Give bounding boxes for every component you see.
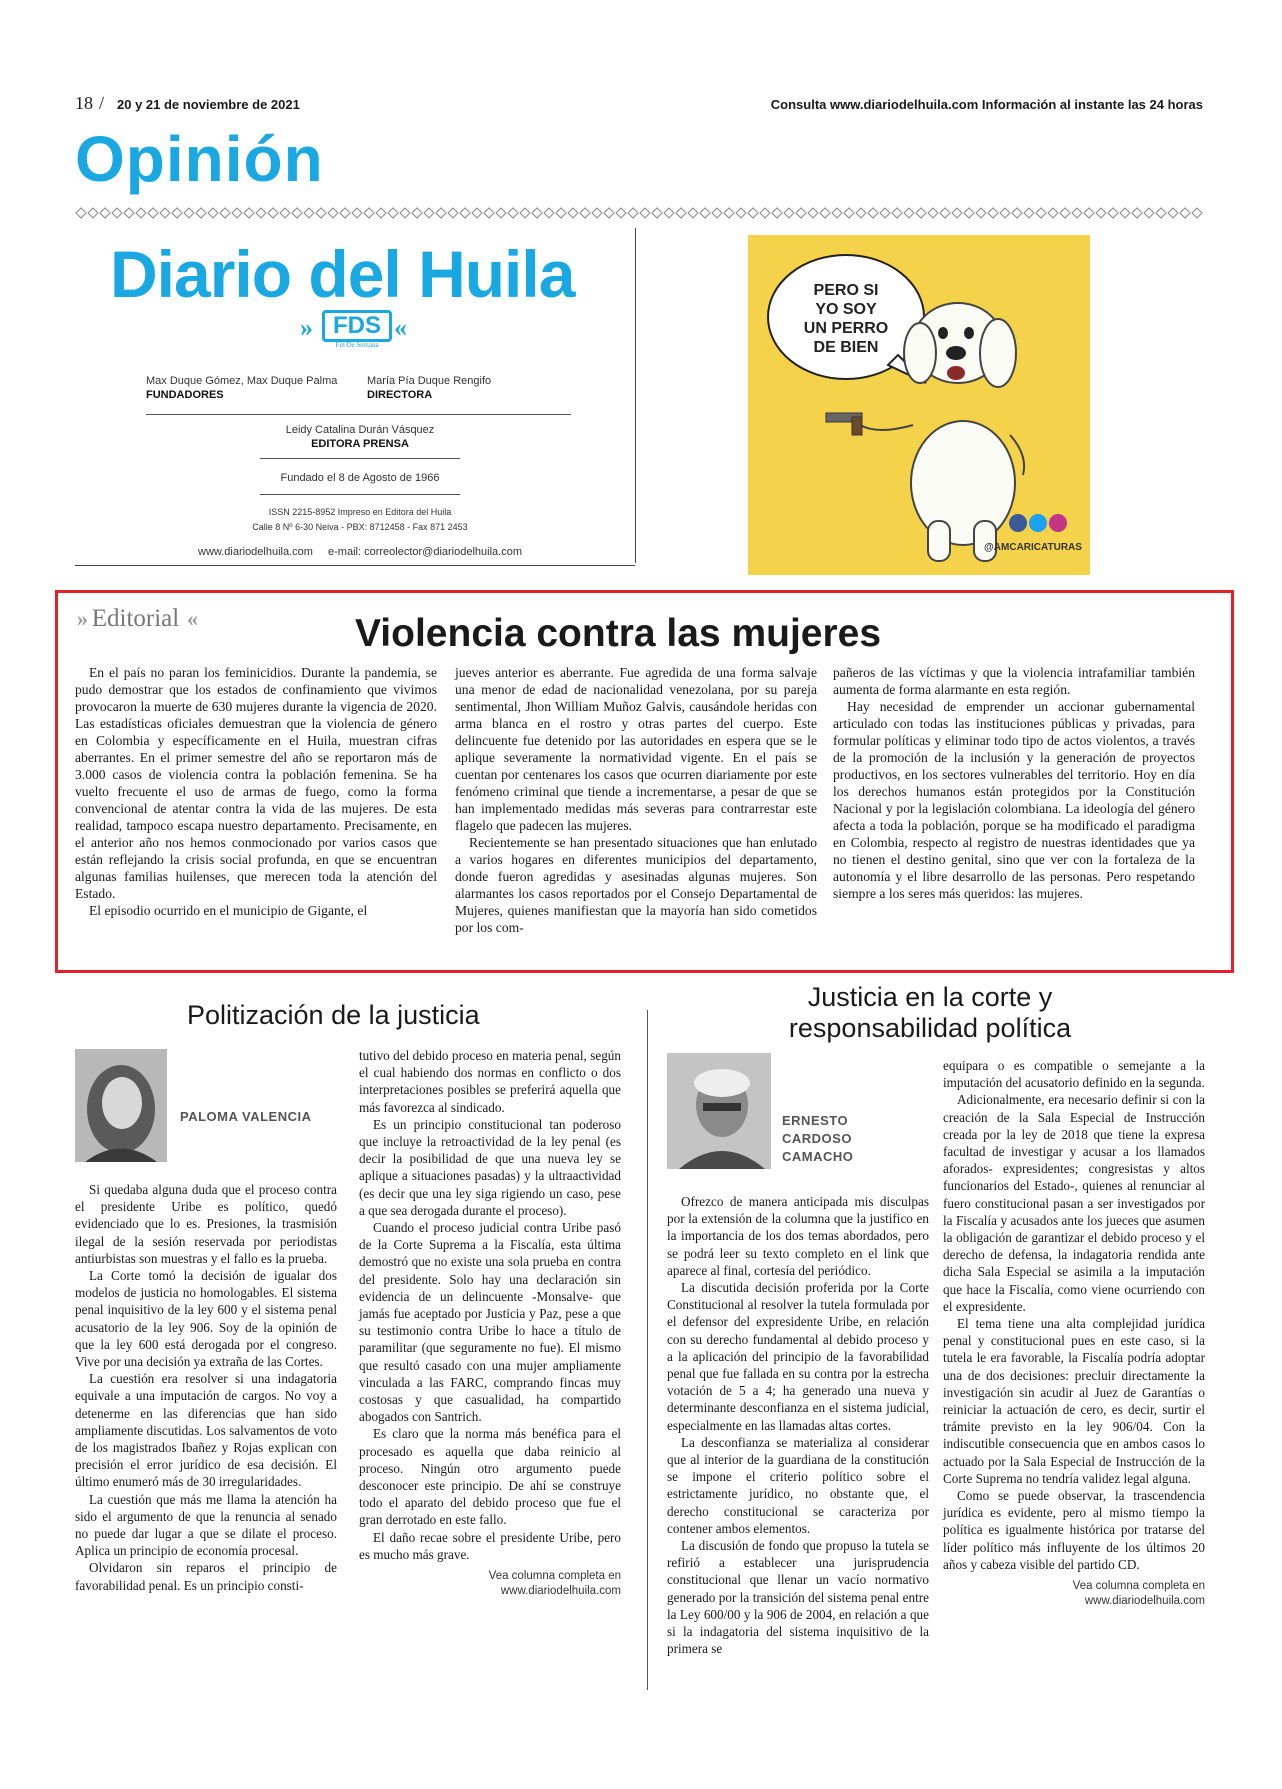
- paragraph: En el país no paran los feminicidios. Durante la pandemia, se pudo demostrar que los estados de confinamiento que vivimos provocaron la muerte de 630 mujeres durante la vigencia de 2020. Las estadísticas oficiales demuestran que la violencia de género en Colombia y específicamente en el Huila, muestran cifras aberrantes. En el primer semestre del año se reportaron más de 3.000 casos de violencia contra la población femenina. Se ha vuelto frecuente el uso de armas de fuego, como la forma convencional de atentar contra la vida de las mujeres. De esta realidad, tampoco escapa nuestro departamento. Precisamente, en el anterior año nos hemos conmocionado por varios casos que están reflejando la crisis social profunda, en que se encuentran algunas familias huilenses, que merecen toda la atención del Estado.: [75, 665, 437, 901]
- fds-tagline: Fin De Semana: [335, 341, 379, 349]
- diamond-ornament: [292, 208, 302, 218]
- paragraph: Es un principio constitucional tan poderoso que incluye la retroactividad de la ley penal (es decir la posibilidad de que una nueva ley se aplique a situaciones pasadas) y la ultraactividad (es decir que una ley siga rigiendo un caso, pese a que sea derogada durante el proceso).: [359, 1116, 621, 1218]
- diamond-ornament: [232, 208, 242, 218]
- diamond-ornament: [688, 208, 698, 218]
- diamond-ornament: [424, 208, 434, 218]
- diamond-ornament: [964, 208, 974, 218]
- diamond-ornament: [952, 208, 962, 218]
- diamond-ornament: [1096, 208, 1106, 218]
- masthead-divider: [635, 228, 636, 563]
- footnote-label: Vea columna completa en: [1072, 1580, 1205, 1593]
- paragraph: Ofrezco de manera anticipada mis disculpas por la extensión de la columna que la justifico en la importancia de los dos temas abordados, pero se podrá leer su texto completo en el link que aparece al final, cortesía del periódico.: [667, 1194, 929, 1278]
- masthead-rule: [146, 414, 571, 415]
- paragraph: La cuestión era resolver si una indagatoria equivale a una imputación de cargos. No voy a detenerme en las diferencias que han sido ampliamente discutidas. Los salvamentos de voto de los magistrados Ibañez y Rojas explican con precisión el error jurídico de esa decisión. El último enumeró más de 30 irregularidades.: [75, 1371, 337, 1490]
- diamond-ornament: [472, 208, 482, 218]
- diamond-ornament: [1084, 208, 1094, 218]
- column-divider: [647, 1010, 648, 1690]
- column-1-text-b: [359, 1047, 621, 1599]
- paragraph: Como se puede observar, la trascendencia jurídica es evidente, pero al mismo tiempo la política es igualmente histórica por tratarse del líder político más influyente de los últimos 20 años y cabeza visible del partido CD.: [943, 1488, 1205, 1572]
- paragraph: Adicionalmente, era necesario definir si con la creación de la Sala Especial de Instrucción creada por la ley de 2018 que tiene la expresa facultad de investigar y acusar a los llamados aforados- expresidentes; congresistas y altos funcionarios del Estado-, quienes al renunciar al fuero constitucional pasan a ser investigados por la Fiscalía y acusados ante los jueces que asumen la obligación de garantizar el debido proceso y el derecho de defensa, la indagatoria rendida ante dicha Sala Especial se asimila a la imputación que hace la Fiscalía, como viene ocurriendo con el expresidente.: [943, 1092, 1205, 1314]
- diamond-ornament: [1072, 208, 1082, 218]
- author-portrait-icon: [667, 1053, 771, 1169]
- diamond-ornament: [796, 208, 806, 218]
- diamond-ornament: [844, 208, 854, 218]
- diamond-ornament: [1156, 208, 1166, 218]
- diamond-ornament: [784, 208, 794, 218]
- issn-block: [200, 505, 520, 535]
- address: Calle 8 Nº 6-30 Neiva - PBX: 8712458 - Fax 871 2453: [252, 522, 468, 532]
- diamond-ornament: [640, 208, 650, 218]
- diamond-ornament: [1168, 208, 1178, 218]
- paragraph: Es claro que la norma más benéfica para el procesado es aquella que daba reinicio al proceso. Ningún otro argumento puede desconocer este principio. De ahí se construye todo el aparato del debido proceso que fue el gran derrotado en este fallo.: [359, 1426, 621, 1528]
- author-photo: [75, 1049, 167, 1162]
- speech-line-3: UN PERRO: [803, 320, 889, 337]
- diamond-ornament: [676, 208, 686, 218]
- speech-line-1: PERO SI: [813, 282, 879, 299]
- diamond-ornament: [916, 208, 926, 218]
- masthead-rule: [260, 458, 460, 459]
- cartoon: [748, 235, 1090, 575]
- page-header: [75, 93, 1203, 118]
- editor-name: Leidy Catalina Durán Vásquez: [285, 424, 435, 436]
- diamond-ornament: [928, 208, 938, 218]
- diamond-ornament: [460, 208, 470, 218]
- column-title: [680, 982, 1180, 1044]
- diamond-ornament: [580, 208, 590, 218]
- founders: [146, 375, 366, 401]
- paragraph: La desconfianza se materializa al considerar que al interior de la guardiana de la constitución se impone el criterio político sobre el estrictamente jurídico, no obstante que, el derecho constitucional se caracteriza por contener ambos elementos.: [667, 1434, 929, 1536]
- cartoon-illustration: [748, 235, 1090, 575]
- speech-line-2: YO SOY: [815, 301, 877, 318]
- diamond-ornament: [760, 208, 770, 218]
- diamond-divider: [75, 207, 1203, 219]
- paragraph: El daño recae sobre el presidente Uribe, pero es mucho más grave.: [359, 1529, 621, 1562]
- email-link[interactable]: e-mail: correolector@diariodelhuila.com: [328, 546, 522, 558]
- diamond-ornament: [1120, 208, 1130, 218]
- masthead-rule: [260, 494, 460, 495]
- page-number-slash: /: [99, 93, 105, 113]
- diamond-ornament: [208, 208, 218, 218]
- diamond-ornament: [664, 208, 674, 218]
- diamond-ornament: [112, 208, 122, 218]
- diamond-ornament: [376, 208, 386, 218]
- diamond-ornament: [568, 208, 578, 218]
- contact-line: [150, 546, 570, 558]
- editorial-column-2: [455, 664, 817, 936]
- diamond-ornament: [1012, 208, 1022, 218]
- director: [367, 375, 567, 401]
- diamond-ornament: [244, 208, 254, 218]
- editorial-column-3: [833, 664, 1195, 902]
- issn: ISSN 2215-8952 Impreso en Editora del Huila: [268, 507, 452, 517]
- editorial-label: Editorial: [91, 605, 180, 632]
- column-title-line-1: Justicia en la corte y: [807, 982, 1053, 1012]
- column-2-text-a: [667, 1193, 929, 1657]
- speech-line-4: DE BIEN: [813, 339, 879, 356]
- paragraph: El tema tiene una alta complejidad jurídica penal y constitucional pues en este caso, si la tutela le era favorable, la Fiscalía podría adoptar una de dos decisiones: precluir directamente la investigación sin acudir al Juez de Garantías o reiniciar la actuación de cero, es decir, surtir el trámite previsto en la ley 906/04. Con la indiscutible consecuencia que en ambos casos lo actuado por la Sala Especial de Instrucción de la Corte Suprema no tendría validez legal alguna.: [943, 1316, 1205, 1486]
- founders-names: Max Duque Gómez, Max Duque Palma: [146, 375, 338, 387]
- diamond-ornament: [988, 208, 998, 218]
- footnote-link[interactable]: www.diariodelhuila.com: [1084, 1595, 1205, 1608]
- diamond-ornament: [364, 208, 374, 218]
- author-name: PALOMA VALENCIA: [180, 1109, 312, 1124]
- diamond-ornament: [148, 208, 158, 218]
- diamond-ornament: [1024, 208, 1034, 218]
- header-tagline: Consulta www.diariodelhuila.com Información al instante las 24 horas: [770, 97, 1203, 112]
- diamond-ornament: [1144, 208, 1154, 218]
- diamond-ornament: [436, 208, 446, 218]
- diamond-ornament: [196, 208, 206, 218]
- diamond-ornament: [316, 208, 326, 218]
- diamond-ornament: [808, 208, 818, 218]
- paragraph: equipara o es compatible o semejante a la imputación del acusatorio definido en la segunda.: [943, 1058, 1205, 1091]
- author-name-line-3: CAMACHO: [782, 1149, 854, 1164]
- paragraph: Olvidaron sin reparos el principio de favorabilidad penal. Es un principio consti-: [75, 1560, 337, 1593]
- facebook-icon: [1009, 514, 1027, 532]
- diamond-ornament: [124, 208, 134, 218]
- diamond-ornament: [1036, 208, 1046, 218]
- chevron-right-icon: »: [300, 313, 313, 342]
- director-role: DIRECTORA: [367, 389, 433, 401]
- diamond-ornament: [976, 208, 986, 218]
- diamond-ornament: [832, 208, 842, 218]
- section-title: Opinión: [75, 123, 324, 195]
- diamond-ornament: [352, 208, 362, 218]
- diamond-ornament: [712, 208, 722, 218]
- diamond-ornament: [484, 208, 494, 218]
- diamond-ornament: [544, 208, 554, 218]
- diamond-ornament: [532, 208, 542, 218]
- founders-role: FUNDADORES: [146, 389, 224, 401]
- diamond-ornament: [76, 208, 86, 218]
- director-name: María Pía Duque Rengifo: [367, 375, 492, 387]
- diamond-ornament: [1192, 208, 1202, 218]
- cartoonist-signature: @AMCARICATURAS: [984, 542, 1082, 553]
- diamond-ornament: [448, 208, 458, 218]
- fds-badge: FDS: [322, 310, 392, 342]
- diamond-ornament: [280, 208, 290, 218]
- masthead-logo: Diario del Huila: [110, 237, 575, 311]
- instagram-icon: [1049, 514, 1067, 532]
- author-name: [782, 1112, 892, 1166]
- diamond-ornament: [328, 208, 338, 218]
- paragraph: Hay necesidad de emprender un accionar gubernamental articulado con todas las instituciones públicas y privadas, para formular políticas y eliminar todo tipo de actos violentos, a través de la promoción de la inclusión y la generación de proyectos productivos, en los sectores vulnerables del territorio. Hoy en día los derechos humanos están protegidos por la Constitución Nacional y por la legislación colombiana. La ideología del género afecta a toda la población, porque se ha modificado el paradigma en Colombia, respecto al registro de nuestras identidades que ya no tienen el destino genital, sino que ver con la fortaleza de la autonomía y el libre desarrollo de las personas. Pero respetando siempre a los seres más queridos: las mujeres.: [833, 699, 1195, 901]
- diamond-ornament: [940, 208, 950, 218]
- paragraph: La cuestión que más me llama la atención ha sido el argumento de que la renuncia al senado no puede dar lugar a que se dilate el proceso. Aplica un principio de economía procesal.: [75, 1491, 337, 1559]
- editor-role: EDITORA PRENSA: [311, 438, 409, 450]
- diamond-ornament: [1132, 208, 1142, 218]
- paragraph: Si quedaba alguna duda que el proceso contra el presidente Uribe es político, quedó evidenciado que lo es. Presiones, la trasmisión ilegal de la sesión reservada por periodistas antiurbistas son muestras y el fallo es la prueba.: [75, 1182, 337, 1266]
- paragraph: Cuando el proceso judicial contra Uribe pasó de la Corte Suprema a la Fiscalía, esta última demostró que no existe una sola prueba en contra del presidente. Solo hay una declaración sin evidencia de un delincuente -Monsalve- que jamás fue aceptado por Justicia y Paz, pese a que su testimonio contra Uribe lo hace a título de paramilitar (que seguramente no fue). El mismo que resultó casado con una mujer ampliamente vinculada a las FARC, comprando fincas muy costosas y que casualidad, ha compartido abogados con Santrich.: [359, 1220, 621, 1425]
- website-link[interactable]: www.diariodelhuila.com: [198, 546, 313, 558]
- diamond-ornament: [412, 208, 422, 218]
- fds-logo: [300, 308, 416, 350]
- diamond-ornament: [628, 208, 638, 218]
- twitter-icon: [1029, 514, 1047, 532]
- column-title: Politización de la justicia: [187, 1000, 480, 1030]
- author-portrait-icon: [75, 1049, 167, 1162]
- diamond-ornament: [88, 208, 98, 218]
- diamond-ornament: [868, 208, 878, 218]
- diamond-ornament: [748, 208, 758, 218]
- author-photo: [667, 1053, 771, 1169]
- diamond-ornament: [604, 208, 614, 218]
- chevron-left-icon: «: [394, 313, 407, 342]
- double-chevron-left-icon: «: [185, 606, 194, 631]
- paragraph: La Corte tomó la decisión de igualar dos modelos de justicia no homologables. El sistema penal inquisitivo de la ley 600 y el sistema penal acusatorio de la ley 906. Soy de la opinión de que la ley 600 está derogada por el congreso. Vive por una decisión ya extraña de las Cortes.: [75, 1268, 337, 1370]
- column-1-text-a: [75, 1181, 337, 1594]
- diamond-ornament: [724, 208, 734, 218]
- diamond-ornament: [1180, 208, 1190, 218]
- diamond-ornament: [220, 208, 230, 218]
- paragraph: Recientemente se han presentado situaciones que han enlutado a varios hogares en diferentes municipios del departamento, donde fueron agredidas y asesinadas algunas mujeres. Son alarmantes los casos reportados por el Consejo Departamental de Mujeres, quienes manifiestan que la mayoría han sido cometidos por los com-: [455, 835, 817, 935]
- diamond-ornament: [1060, 208, 1070, 218]
- diamond-ornament: [184, 208, 194, 218]
- diamond-ornament: [616, 208, 626, 218]
- editorial-title: Violencia contra las mujeres: [355, 612, 882, 655]
- diamond-ornament: [160, 208, 170, 218]
- paragraph: tutivo del debido proceso en materia penal, según el cual habiendo dos normas en conflicto o dos interpretaciones posibles se preferirá aquella que más favorezca al sindicado.: [359, 1048, 621, 1115]
- diamond-ornament: [700, 208, 710, 218]
- diamond-ornament: [556, 208, 566, 218]
- diamond-ornament: [172, 208, 182, 218]
- paragraph: La discusión de fondo que propuso la tutela se refirió a establecer una jurisprudencia constitucional que llenar un vacío normativo generado por la transición del sistema penal entre la Ley 600/00 y la 906 de 2004, en relación a que si la indagatoria del sistema inquisitivo de la primera se: [667, 1538, 929, 1657]
- diamond-ornament: [880, 208, 890, 218]
- diamond-ornament: [904, 208, 914, 218]
- author-name-line-2: CARDOSO: [782, 1131, 852, 1146]
- editorial-kicker: [77, 605, 194, 633]
- footnote-label: Vea columna completa en: [488, 1570, 621, 1583]
- diamond-ornament: [400, 208, 410, 218]
- diamond-ornament: [1000, 208, 1010, 218]
- paragraph: La discutida decisión proferida por la Corte Constitucional al resolver la tutela formulada por el defensor del expresidente Uribe, en relación con su derecho fundamental al debido proceso y a la aplicación del principio de la favorabilidad penal que fue fallada en su contra por la estrecha votación de 5 a 4; ha generado una nueva y determinante desconfianza en el sistema judicial, especialmente en las llamadas altas cortes.: [667, 1280, 929, 1433]
- diamond-ornament: [1048, 208, 1058, 218]
- diamond-ornament: [772, 208, 782, 218]
- diamond-ornament: [304, 208, 314, 218]
- diamond-ornament: [520, 208, 530, 218]
- double-chevron-right-icon: »: [77, 606, 86, 631]
- diamond-ornament: [820, 208, 830, 218]
- diamond-ornament: [592, 208, 602, 218]
- diamond-ornament: [388, 208, 398, 218]
- diamond-ornament: [1108, 208, 1118, 218]
- column-footnote: [359, 1569, 621, 1599]
- diamond-ornament: [136, 208, 146, 218]
- diamond-ornament: [652, 208, 662, 218]
- issue-date: 20 y 21 de noviembre de 2021: [117, 97, 300, 112]
- diamond-ornament: [736, 208, 746, 218]
- diamond-ornament: [268, 208, 278, 218]
- diamond-ornament: [508, 208, 518, 218]
- masthead-baseline: [75, 565, 635, 566]
- diamond-ornament: [892, 208, 902, 218]
- paragraph: pañeros de las víctimas y que la violencia intrafamiliar también aumenta de forma alarmante en esta región.: [833, 665, 1195, 697]
- editor: [260, 424, 460, 450]
- paragraph: jueves anterior es aberrante. Fue agredida de una forma salvaje una menor de edad de nacionalidad venezolana, por su pareja sentimental, Jhon William Muñoz Galvis, causándole heridas con arma blanca en el rostro y otras partes del cuerpo. Este delincuente fue detenido por las autoridades en espera que se le aplique severamente la normatividad vigente. En el país se cuentan por centenares los casos que ocurren diariamente por este fenómeno criminal que tiende a incrementarse, a pesar de que se han implementado medidas más severas para contrarrestar este flagelo que padecen las mujeres.: [455, 665, 817, 833]
- diamond-ornament: [496, 208, 506, 218]
- diamond-ornament: [340, 208, 350, 218]
- diamond-ornament: [100, 208, 110, 218]
- editorial-column-1: [75, 664, 437, 919]
- page-number: 18: [75, 93, 93, 113]
- footnote-link[interactable]: www.diariodelhuila.com: [500, 1585, 621, 1598]
- founded-date: Fundado el 8 de Agosto de 1966: [280, 472, 440, 484]
- diamond-ornament: [856, 208, 866, 218]
- paragraph: El episodio ocurrido en el municipio de Gigante, el: [89, 903, 368, 918]
- column-footnote: [943, 1579, 1205, 1609]
- diamond-ornament: [256, 208, 266, 218]
- revolver-icon: [826, 413, 862, 435]
- column-2-text-b: [943, 1057, 1205, 1609]
- author-name-line-1: ERNESTO: [782, 1113, 849, 1128]
- column-title-line-2: responsabilidad política: [788, 1013, 1072, 1043]
